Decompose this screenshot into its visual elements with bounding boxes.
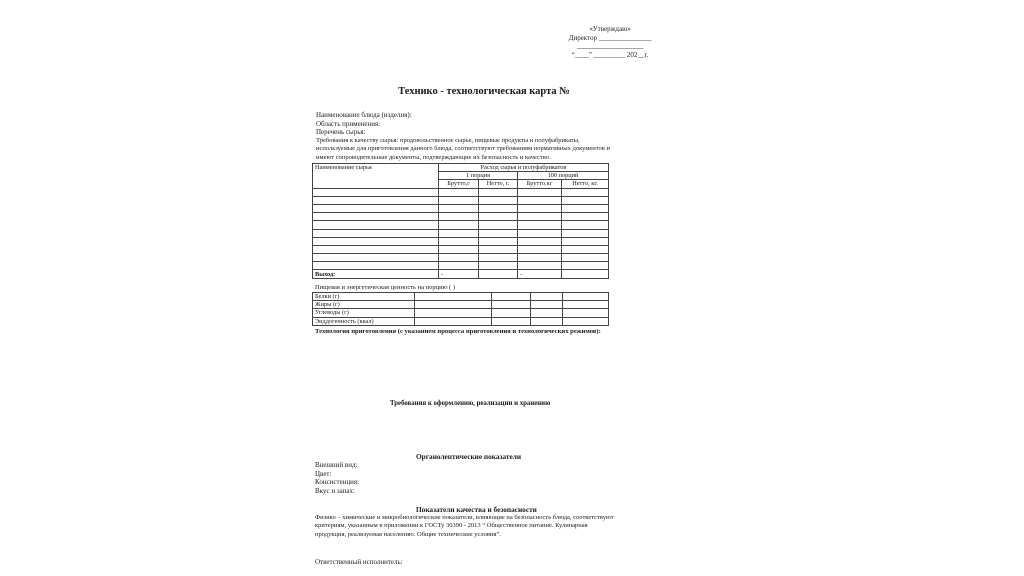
raw-empty-cell — [518, 221, 562, 229]
nutrition-value-cell — [415, 301, 492, 309]
raw-empty-cell — [439, 237, 479, 245]
raw-empty-cell — [313, 237, 439, 245]
raw-empty-row — [313, 213, 609, 221]
nutrition-value-cell — [531, 293, 563, 301]
raw-output-cell — [562, 270, 609, 278]
nutrition-value-cell — [563, 317, 609, 325]
nutrition-value-cell — [492, 317, 531, 325]
raw-empty-rows — [313, 188, 609, 270]
nutrition-row — [313, 293, 609, 301]
raw-empty-cell — [479, 221, 518, 229]
technology-heading: Технология приготовления (с указанием процесса приготовления и технологических режимов): — [315, 328, 601, 335]
raw-empty-cell — [562, 262, 609, 270]
raw-empty-cell — [518, 229, 562, 237]
document-title: Технико - технологическая карта № — [398, 86, 570, 97]
organoleptic-heading: Органолептические показатели — [416, 452, 522, 461]
nutrition-value-cell — [563, 301, 609, 309]
nutrition-row — [313, 309, 609, 317]
raw-empty-cell — [313, 254, 439, 262]
raw-empty-cell — [313, 221, 439, 229]
quality-line3: продукция, реализуемая населению. Общие технические условия”. — [315, 530, 501, 538]
nutrition-label: Белки (г) — [313, 293, 415, 301]
raw-materials-table — [312, 163, 609, 279]
raw-empty-cell — [518, 262, 562, 270]
raw-empty-cell — [518, 213, 562, 221]
raw-empty-cell — [439, 262, 479, 270]
responsible-executor: Ответственный исполнитель: — [315, 558, 403, 566]
raw-empty-cell — [439, 254, 479, 262]
nutrition-label: Углеводы (г) — [313, 309, 415, 317]
nutrition-row — [313, 317, 609, 325]
raw-empty-cell — [562, 188, 609, 196]
field-raw-list: Перечень сырья: — [316, 128, 366, 136]
organoleptic-taste: Вкус и запах: — [315, 486, 355, 495]
raw-output-dash-1: - — [439, 270, 479, 278]
raw-empty-cell — [518, 204, 562, 212]
raw-empty-cell — [562, 254, 609, 262]
raw-empty-row — [313, 262, 609, 270]
raw-empty-cell — [518, 254, 562, 262]
raw-netto-kg: Нетто, кг. — [562, 180, 609, 188]
raw-empty-row — [313, 188, 609, 196]
raw-empty-row — [313, 196, 609, 204]
approve-signature-line: ______________________ — [577, 42, 643, 50]
raw-empty-cell — [439, 204, 479, 212]
nutrition-value-cell — [531, 301, 563, 309]
raw-empty-cell — [313, 213, 439, 221]
nutrition-value-cell — [492, 301, 531, 309]
nutrition-table — [312, 292, 609, 326]
nutrition-value-cell — [531, 309, 563, 317]
raw-empty-cell — [313, 188, 439, 196]
raw-empty-cell — [562, 196, 609, 204]
nutrition-value-cell — [415, 317, 492, 325]
raw-empty-row — [313, 229, 609, 237]
requirements-heading: Требования к оформлению, реализации и хранению — [390, 400, 551, 407]
raw-empty-cell — [479, 213, 518, 221]
raw-output-dash-2: - — [518, 270, 562, 278]
raw-brutto-g: Брутто,г — [439, 180, 479, 188]
raw-empty-cell — [313, 245, 439, 253]
raw-empty-cell — [479, 237, 518, 245]
approve-heading: «Утверждаю» — [589, 25, 631, 33]
raw-empty-cell — [439, 196, 479, 204]
raw-empty-row — [313, 245, 609, 253]
raw-empty-cell — [313, 196, 439, 204]
field-scope: Область применения: — [316, 119, 381, 128]
organoleptic-color: Цвет: — [315, 469, 332, 478]
raw-consumption-header: Расход сырья и полуфабрикатов — [439, 164, 609, 172]
raw-empty-cell — [562, 221, 609, 229]
raw-empty-cell — [518, 237, 562, 245]
raw-empty-row — [313, 221, 609, 229]
raw-brutto-kg: Брутто,кг — [518, 180, 562, 188]
raw-empty-cell — [439, 188, 479, 196]
raw-empty-cell — [479, 254, 518, 262]
field-dish-name: Наименование блюда (изделия): — [316, 111, 412, 119]
raw-empty-cell — [313, 204, 439, 212]
raw-empty-cell — [518, 196, 562, 204]
nutrition-caption: Пищевая и энергетическая ценность на порцию ( ) — [315, 284, 456, 291]
raw-empty-cell — [439, 221, 479, 229]
nutrition-label: Жиры (г) — [313, 301, 415, 309]
nutrition-value-cell — [531, 317, 563, 325]
raw-empty-cell — [479, 204, 518, 212]
raw-empty-row — [313, 254, 609, 262]
raw-output-label: Выход: — [313, 270, 439, 278]
raw-portion-100: 100 порций — [518, 172, 609, 180]
nutrition-value-cell — [415, 293, 492, 301]
approve-date: “____” _________ 202__г. — [571, 50, 649, 59]
nutrition-label: Энддогенность (ккал) — [313, 317, 415, 325]
approve-director: Директор _______________ — [568, 33, 652, 42]
field-req-line1: Требования к качеству сырья: продовольственное сырье, пищевые продукты и полуфабрикаты, — [316, 137, 580, 144]
raw-empty-cell — [313, 229, 439, 237]
quality-heading: Показатели качества и безопасности — [416, 505, 537, 514]
raw-empty-row — [313, 237, 609, 245]
nutrition-value-cell — [492, 309, 531, 317]
raw-portion-1: 1 порция — [439, 172, 518, 180]
raw-empty-cell — [439, 229, 479, 237]
raw-col-name: Наименование сырья — [313, 164, 439, 189]
raw-output-cell — [479, 270, 518, 278]
quality-line1: Физико – химические и микробиологические показатели, влияющие на безопасность блюда, соответствуют — [315, 514, 614, 521]
organoleptic-consistency: Консистенция: — [315, 478, 360, 486]
raw-empty-cell — [479, 196, 518, 204]
raw-empty-cell — [562, 229, 609, 237]
organoleptic-appearance: Внешний вид: — [315, 461, 358, 469]
field-req-line3: имеют сопроводительные документы, подтверждающие их безопасность и качество. — [316, 153, 551, 161]
raw-empty-cell — [313, 262, 439, 270]
raw-empty-cell — [562, 245, 609, 253]
raw-empty-cell — [562, 213, 609, 221]
raw-empty-cell — [479, 188, 518, 196]
raw-empty-cell — [562, 237, 609, 245]
quality-line2: критериям, указанным в приложении к ГОСТу 30390 - 2013 “ Общественное питание. Кулинарная — [315, 522, 588, 530]
raw-empty-cell — [479, 229, 518, 237]
raw-empty-cell — [439, 245, 479, 253]
raw-empty-cell — [518, 188, 562, 196]
raw-empty-row — [313, 204, 609, 212]
nutrition-row — [313, 301, 609, 309]
raw-empty-cell — [479, 245, 518, 253]
approval-stamp — [540, 25, 680, 59]
raw-empty-cell — [479, 262, 518, 270]
nutrition-value-cell — [563, 309, 609, 317]
raw-empty-cell — [518, 245, 562, 253]
raw-empty-cell — [562, 204, 609, 212]
raw-empty-cell — [439, 213, 479, 221]
nutrition-value-cell — [492, 293, 531, 301]
field-req-line2: используемые для приготовления данного блюда, соответствуют требованиям нормативных документов и — [316, 145, 610, 153]
nutrition-value-cell — [415, 309, 492, 317]
raw-netto-g: Нетто, г. — [479, 180, 518, 188]
nutrition-value-cell — [563, 293, 609, 301]
